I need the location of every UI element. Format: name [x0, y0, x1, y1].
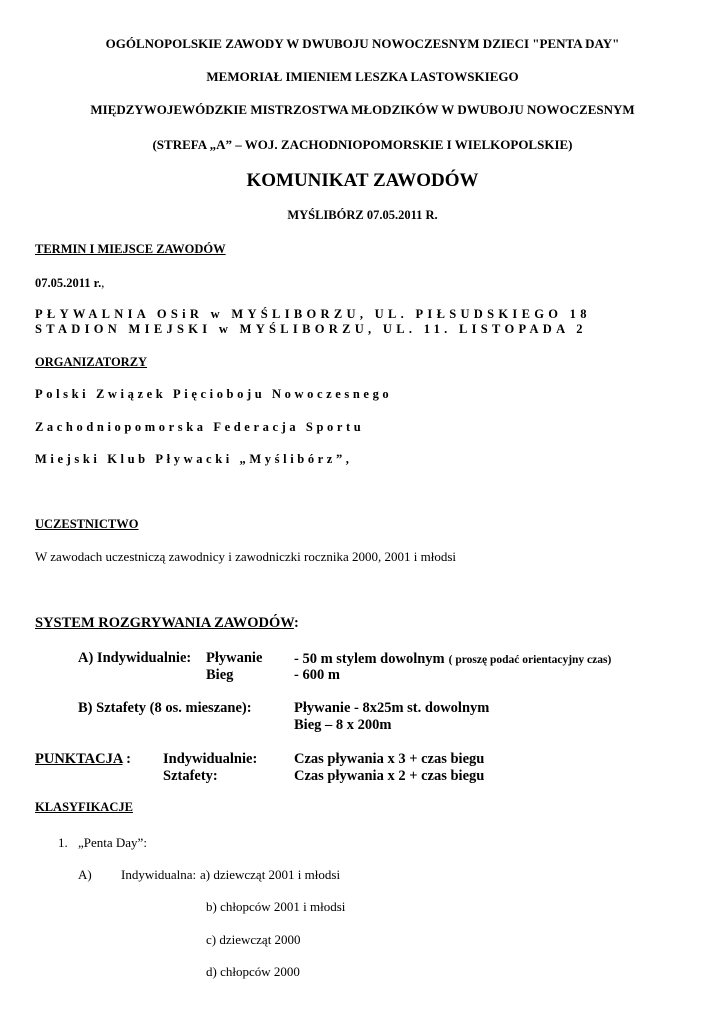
punktacja-szt-value: Czas pływania x 2 + czas biegu: [294, 768, 485, 784]
termin-date: 07.05.2011 r.: [35, 276, 102, 290]
system-a-label: A) Indywidualnie:: [78, 650, 192, 666]
punktacja-szt-label: Sztafety:: [163, 768, 218, 784]
punktacja-heading: PUNKTACJA: [35, 751, 123, 767]
punktacja-heading-line: [35, 751, 131, 768]
list-item: d) chłopców 2000: [206, 964, 300, 979]
system-a-run-value: - 600 m: [294, 667, 340, 683]
system-a-swim: Pływanie: [206, 650, 263, 666]
list-item: a) dziewcząt 2001 i młodsi: [200, 867, 341, 882]
organizer-item: Miejski Klub Pływacki „Myślibórz”,: [35, 452, 353, 466]
page-title: KOMUNIKAT ZAWODÓW: [246, 170, 479, 191]
venue-pool: PŁYWALNIA OSiR w MYŚLIBORZU, UL. PIŁSUDSKIEGO 18: [35, 307, 591, 321]
system-a-swim-note: ( proszę podać orientacyjny czas): [448, 654, 612, 666]
list-item: c) dziewcząt 2000: [206, 932, 301, 947]
system-b-run: Bieg – 8 x 200m: [294, 717, 392, 733]
termin-heading: TERMIN I MIEJSCE ZAWODÓW: [35, 242, 226, 256]
klasyfikacje-item-1: „Penta Day”:: [78, 835, 147, 850]
header-line-1: OGÓLNOPOLSKIE ZAWODY W DWUBOJU NOWOCZESNYM DZIECI "PENTA DAY": [105, 36, 620, 51]
termin-date-line: [35, 276, 104, 291]
klasyfikacje-a-number: A): [78, 867, 92, 882]
klasyfikacje-a-label: Indywidualna:: [121, 867, 197, 882]
system-heading: SYSTEM ROZGRYWANIA ZAWODÓW: [35, 615, 294, 631]
system-a-run: Bieg: [206, 667, 234, 683]
punktacja-ind-value: Czas pływania x 3 + czas biegu: [294, 751, 485, 767]
klasyfikacje-heading: KLASYFIKACJE: [35, 800, 133, 814]
klasyfikacje-item-1-number: 1.: [58, 835, 68, 850]
punktacja-ind-label: Indywidualnie:: [163, 751, 258, 767]
header-line-3: MIĘDZYWOJEWÓDZKIE MISTRZOSTWA MŁODZIKÓW W DWUBOJU NOWOCZESNYM: [90, 102, 635, 117]
punktacja-heading-suffix: :: [122, 751, 132, 767]
list-item: b) chłopców 2001 i młodsi: [206, 899, 346, 914]
system-heading-line: [35, 615, 299, 632]
organizer-item: Polski Związek Pięcioboju Nowoczesnego: [35, 387, 393, 401]
system-b-swim: Pływanie - 8x25m st. dowolnym: [294, 700, 490, 716]
organizer-item: Zachodniopomorska Federacja Sportu: [35, 420, 365, 434]
system-a-swim-value: - 50 m stylem dowolnym: [294, 651, 445, 667]
venue-stadium: STADION MIEJSKI w MYŚLIBORZU, UL. 11. LISTOPADA 2: [35, 322, 587, 336]
place-date: MYŚLIBÓRZ 07.05.2011 R.: [287, 208, 438, 222]
termin-date-suffix: ,: [101, 276, 105, 290]
system-heading-suffix: :: [293, 615, 299, 631]
system-a-swim-line: [294, 650, 611, 668]
uczestnictwo-text: W zawodach uczestniczą zawodnicy i zawodniczki rocznika 2000, 2001 i młodsi: [35, 549, 457, 564]
header-line-2: MEMORIAŁ IMIENIEM LESZKA LASTOWSKIEGO: [206, 69, 519, 84]
header-line-4: (STREFA „A” – WOJ. ZACHODNIOPOMORSKIE I WIELKOPOLSKIE): [152, 137, 573, 152]
organizatorzy-heading: ORGANIZATORZY: [35, 355, 148, 369]
system-b-label: B) Sztafety (8 os. mieszane):: [78, 700, 252, 716]
uczestnictwo-heading: UCZESTNICTWO: [35, 517, 139, 531]
